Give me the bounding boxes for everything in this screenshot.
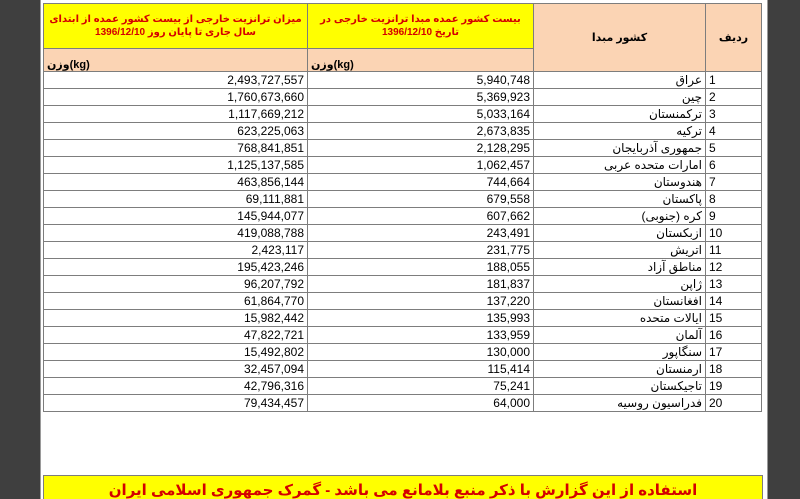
country-cell[interactable]: آلمان — [534, 327, 706, 344]
total-cell[interactable]: 61,864,770 — [44, 293, 308, 310]
total-cell[interactable]: 768,841,851 — [44, 140, 308, 157]
index-cell[interactable]: 5 — [706, 140, 762, 157]
total-cell[interactable]: 623,225,063 — [44, 123, 308, 140]
day-cell[interactable]: 243,491 — [308, 225, 534, 242]
index-cell[interactable]: 11 — [706, 242, 762, 259]
country-cell[interactable]: سنگاپور — [534, 344, 706, 361]
total-cell[interactable]: 32,457,094 — [44, 361, 308, 378]
total-cell[interactable]: 2,423,117 — [44, 242, 308, 259]
country-cell[interactable]: ارمنستان — [534, 361, 706, 378]
index-cell[interactable]: 13 — [706, 276, 762, 293]
total-cell[interactable]: 69,111,881 — [44, 191, 308, 208]
table-row — [44, 157, 762, 174]
table-row — [44, 123, 762, 140]
day-cell[interactable]: 137,220 — [308, 293, 534, 310]
day-cell[interactable]: 130,000 — [308, 344, 534, 361]
index-cell[interactable]: 17 — [706, 344, 762, 361]
index-cell[interactable]: 3 — [706, 106, 762, 123]
header-country-cell[interactable]: کشور مبدا — [534, 4, 706, 72]
table-row — [44, 106, 762, 123]
index-cell[interactable]: 18 — [706, 361, 762, 378]
table-row — [44, 395, 762, 412]
day-cell[interactable]: 64,000 — [308, 395, 534, 412]
index-cell[interactable]: 6 — [706, 157, 762, 174]
day-cell[interactable]: 5,940,748 — [308, 72, 534, 89]
table-row — [44, 293, 762, 310]
index-cell[interactable]: 15 — [706, 310, 762, 327]
country-cell[interactable]: کره (جنوبی) — [534, 208, 706, 225]
total-cell[interactable]: 195,423,246 — [44, 259, 308, 276]
index-cell[interactable]: 12 — [706, 259, 762, 276]
index-cell[interactable]: 1 — [706, 72, 762, 89]
total-cell[interactable]: 1,117,669,212 — [44, 106, 308, 123]
table-row — [44, 225, 762, 242]
table-row — [44, 361, 762, 378]
index-cell[interactable]: 2 — [706, 89, 762, 106]
header-row — [44, 4, 762, 49]
transit-table — [43, 3, 762, 412]
table-row — [44, 208, 762, 225]
index-cell[interactable]: 16 — [706, 327, 762, 344]
country-cell[interactable]: افغانستان — [534, 293, 706, 310]
table-row — [44, 276, 762, 293]
index-cell[interactable]: 14 — [706, 293, 762, 310]
total-cell[interactable]: 42,796,316 — [44, 378, 308, 395]
day-cell[interactable]: 744,664 — [308, 174, 534, 191]
table-row — [44, 310, 762, 327]
country-cell[interactable]: جمهوری آذربایجان — [534, 140, 706, 157]
table-row — [44, 259, 762, 276]
day-cell[interactable]: 181,837 — [308, 276, 534, 293]
total-cell[interactable]: 96,207,792 — [44, 276, 308, 293]
total-cell[interactable]: 1,125,137,585 — [44, 157, 308, 174]
total-cell[interactable]: 15,982,442 — [44, 310, 308, 327]
day-cell[interactable]: 135,993 — [308, 310, 534, 327]
index-cell[interactable]: 19 — [706, 378, 762, 395]
header-day-cell[interactable]: بیست کشور عمده مبدا ترانزیت خارجی در تاریخ 1396/12/10 — [308, 4, 534, 49]
table-row — [44, 89, 762, 106]
spreadsheet-sheet — [40, 0, 768, 499]
total-cell[interactable]: 2,493,727,557 — [44, 72, 308, 89]
table-row — [44, 242, 762, 259]
index-cell[interactable]: 9 — [706, 208, 762, 225]
country-cell[interactable]: ژاپن — [534, 276, 706, 293]
unit-day-cell[interactable]: وزن(kg) — [308, 49, 534, 72]
table-row — [44, 140, 762, 157]
day-cell[interactable]: 5,033,164 — [308, 106, 534, 123]
table-row — [44, 327, 762, 344]
country-cell[interactable]: امارات متحده عربی — [534, 157, 706, 174]
country-cell[interactable]: چین — [534, 89, 706, 106]
day-cell[interactable]: 188,055 — [308, 259, 534, 276]
country-cell[interactable]: ترکمنستان — [534, 106, 706, 123]
day-cell[interactable]: 679,558 — [308, 191, 534, 208]
total-cell[interactable]: 1,760,673,660 — [44, 89, 308, 106]
unit-total-cell[interactable]: وزن(kg) — [44, 49, 308, 72]
day-cell[interactable]: 2,128,295 — [308, 140, 534, 157]
total-cell[interactable]: 419,088,788 — [44, 225, 308, 242]
country-cell[interactable]: هندوستان — [534, 174, 706, 191]
header-index-cell[interactable]: ردیف — [706, 4, 762, 72]
table-row — [44, 174, 762, 191]
total-cell[interactable]: 15,492,802 — [44, 344, 308, 361]
table-row — [44, 191, 762, 208]
country-cell[interactable]: ازبکستان — [534, 225, 706, 242]
day-cell[interactable]: 231,775 — [308, 242, 534, 259]
index-cell[interactable]: 8 — [706, 191, 762, 208]
index-cell[interactable]: 10 — [706, 225, 762, 242]
table-row — [44, 344, 762, 361]
country-cell[interactable]: ترکیه — [534, 123, 706, 140]
country-cell[interactable]: تاجیکستان — [534, 378, 706, 395]
table-row — [44, 378, 762, 395]
country-cell[interactable]: پاکستان — [534, 191, 706, 208]
day-cell[interactable]: 607,662 — [308, 208, 534, 225]
day-cell[interactable]: 2,673,835 — [308, 123, 534, 140]
header-total-cell[interactable]: میزان ترانزیت خارجی از بیست کشور عمده از ابتدای سال جاری تا پایان روز 1396/12/10 — [44, 4, 308, 49]
day-cell[interactable]: 1,062,457 — [308, 157, 534, 174]
day-cell[interactable]: 115,414 — [308, 361, 534, 378]
day-cell[interactable]: 75,241 — [308, 378, 534, 395]
country-cell[interactable]: ایالات متحده — [534, 310, 706, 327]
index-cell[interactable]: 4 — [706, 123, 762, 140]
country-cell[interactable]: عراق — [534, 72, 706, 89]
table-row — [44, 72, 762, 89]
day-cell[interactable]: 5,369,923 — [308, 89, 534, 106]
total-cell[interactable]: 79,434,457 — [44, 395, 308, 412]
total-cell[interactable]: 47,822,721 — [44, 327, 308, 344]
country-cell[interactable]: اتریش — [534, 242, 706, 259]
day-cell[interactable]: 133,959 — [308, 327, 534, 344]
footer-notice: استفاده از این گزارش با ذکر منبع بلامانع می باشد - گمرک جمهوری اسلامی ایران — [43, 475, 763, 499]
total-cell[interactable]: 463,856,144 — [44, 174, 308, 191]
index-cell[interactable]: 7 — [706, 174, 762, 191]
total-cell[interactable]: 145,944,077 — [44, 208, 308, 225]
country-cell[interactable]: فدراسیون روسیه — [534, 395, 706, 412]
index-cell[interactable]: 20 — [706, 395, 762, 412]
country-cell[interactable]: مناطق آزاد — [534, 259, 706, 276]
